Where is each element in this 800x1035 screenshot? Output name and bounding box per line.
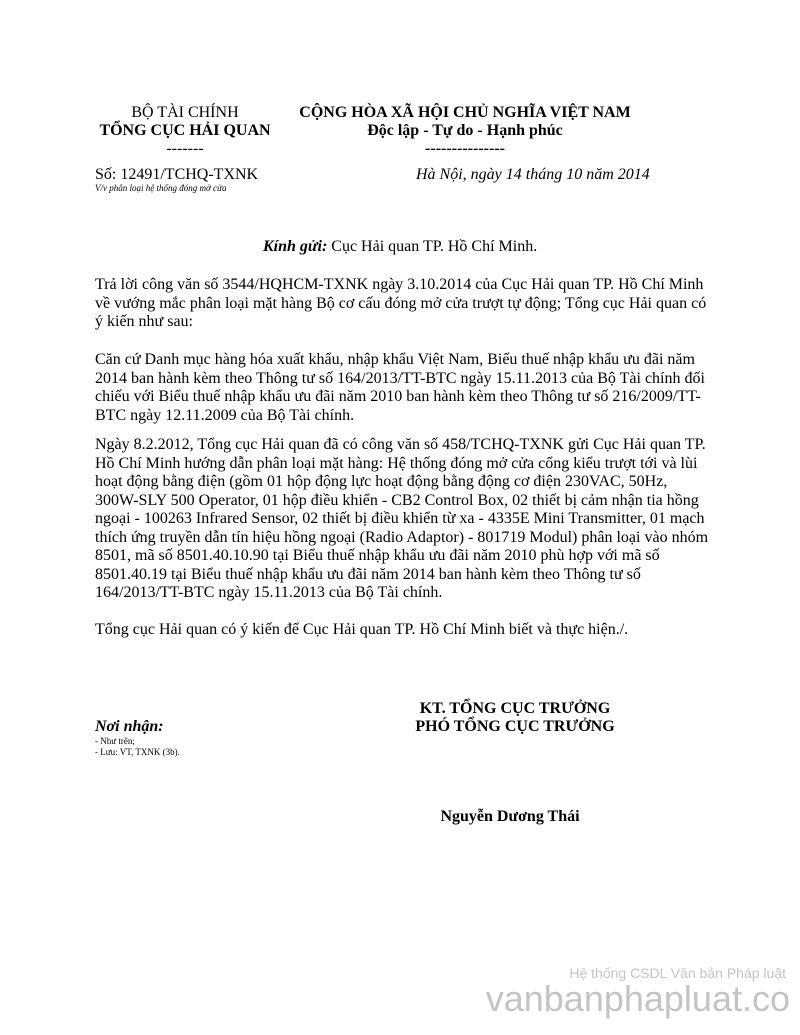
signer-name: Nguyễn Dương Thái [440,808,580,825]
agency-block [95,104,275,158]
paragraph-4: Tổng cục Hải quan có ý kiến để Cục Hải quan TP. Hồ Chí Minh biết và thực hiện./. [95,621,629,638]
country-title: CỘNG HÒA XÃ HỘI CHỦ NGHĨA VIỆT NAM [299,104,631,121]
watermark-line-2: vanbanphapluat.co [485,978,790,1019]
doc-subject: V/v phân loại hệ thống đóng mở cửa [95,183,227,193]
recipient-item: - Lưu: VT, TXNK (3b). [95,747,180,757]
agency-divider: ------- [166,140,204,157]
motto: Độc lập - Tự do - Hạnh phúc [367,122,563,139]
paragraph-1: Trả lời công văn số 3544/HQHCM-TXNK ngày 3.10.2014 của Cục Hải quan TP. Hồ Chí Minh về vướng mắc phân loại mặt hàng Bộ cơ cấu đóng mở cửa trượt tự động; Tổng cục Hải quan có ý kiến như sau: [95,276,707,330]
recipient-item: - Như trên; [95,736,135,746]
place-date: Hà Nội, ngày 14 tháng 10 năm 2014 [416,166,650,183]
recipient-label: Kính gửi: [263,238,328,255]
watermark-line-1: Hệ thống CSDL Văn bản Pháp luật [569,965,786,981]
recipient-name: Cục Hải quan TP. Hồ Chí Minh. [331,238,538,255]
recipient-line [263,238,537,256]
signature-line-2: PHÓ TỔNG CỤC TRƯỞNG [415,718,615,735]
agency-name: TỔNG CỤC HẢI QUAN [99,122,271,139]
agency-parent: BỘ TÀI CHÍNH [131,104,239,121]
paragraph-3: Ngày 8.2.2012, Tổng cục Hải quan đã có công văn số 458/TCHQ-TXNK gửi Cục Hải quan TP. Hồ Chí Minh hướng dẫn phân loại mặt hàng: Hệ thống đóng mở cửa cổng kiểu trượt tới và lùi hoạt động bằng điện (gồm 01 hộp động lực hoạt động bằng động cơ điện 230VAC, 50Hz, 300W-SLY 500 Operator, 01 hộp điều khiển - CB2 Control Box, 02 thiết bị cảm nhận tia hồng ngoại - 100263 Infrared Sensor, 02 thiết bị điều khiển từ xa - 4335E Mini Transmitter, 01 mạch thích ứng truyền dẫn tín hiệu hồng ngoại (Radio Adaptor) - 801719 Modul) phân loại vào nhóm 8501, mã số 8501.40.10.90 tại Biểu thuế nhập khẩu ưu đãi năm 2010 phù hợp với mã số 8501.40.19 tại Biểu thuế nhập khẩu ưu đãi năm 2014 ban hành kèm theo Thông tư số 164/2013/TT-BTC ngày 15.11.2013 của Bộ Tài chính. [95,436,709,601]
national-header [290,104,640,158]
paragraph-2: Căn cứ Danh mục hàng hóa xuất khẩu, nhập khẩu Việt Nam, Biểu thuế nhập khẩu ưu đãi năm 2014 ban hành kèm theo Thông tư số 164/2013/TT-BTC ngày 15.11.2013 của Bộ Tài chính đối chiếu với Biểu thuế nhập khẩu ưu đãi năm 2010 ban hành kèm theo Thông tư số 216/2009/TT-BTC ngày 12.11.2009 của Bộ Tài chính. [95,351,705,424]
signature-line-1: KT. TỔNG CỤC TRƯỞNG [419,700,611,717]
motto-divider: --------------- [425,140,505,157]
signature-title [390,700,640,736]
recipients-list [95,736,180,758]
doc-number: Số: 12491/TCHQ-TXNK [95,166,259,183]
recipients-title: Nơi nhận: [95,718,164,735]
